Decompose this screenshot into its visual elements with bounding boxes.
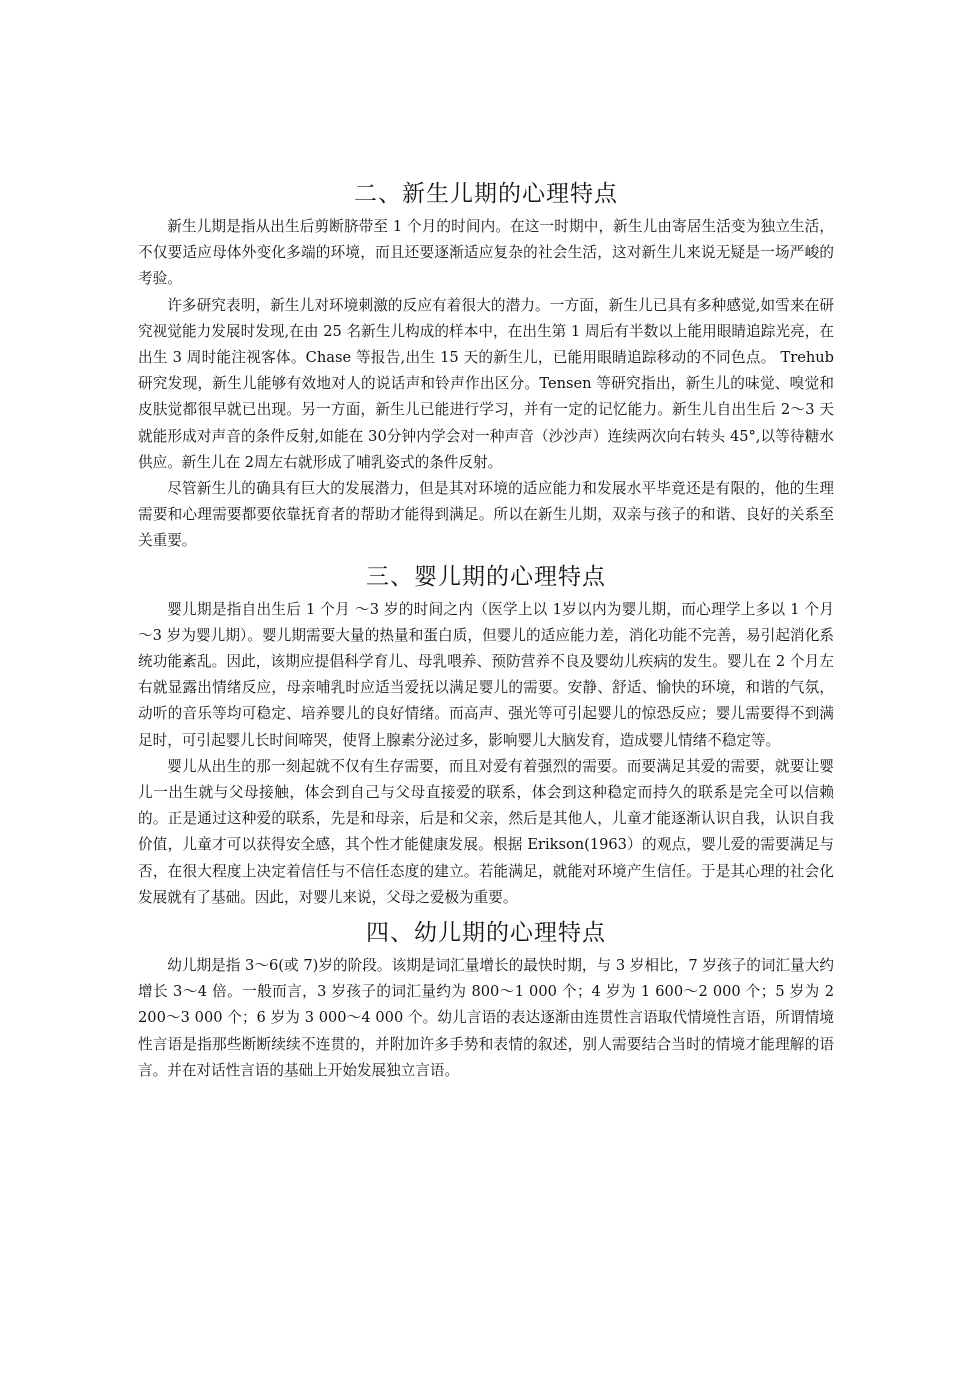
paragraph: 婴儿从出生的那一刻起就不仅有生存需要，而且对爱有着强烈的需要。而要满足其爱的需要，就要让婴儿一出生就与父母接触，体会到自己与父母直接爱的联系，体会到这种稳定而持久的联系是完全可以信赖的。正是通过这种爱的联系，先是和母亲，后是和父亲，然后是其他人，儿童才能逐渐认识自我，认识自我价值，儿童才可以获得安全感，其个性才能健康发展。根据 Erikson(1963）的观点，婴儿爱的需要满足与否，在很大程度上决定着信任与不信任态度的建立。若能满足，就能对环境产生信任。于是其心理的社会化发展就有了基础。因此，对婴儿来说，父母之爱极为重要。 xyxy=(138,757,834,906)
paragraph: 许多研究表明，新生儿对环境刺激的反应有着很大的潜力。一方面，新生儿已具有多种感觉,如雪来在研究视觉能力发展时发现,在由 25 名新生儿构成的样本中，在出生第 1 周后有半数以上能用眼睛追踪光亮，在出生 3 周时能注视客体。Chase 等报告,出生 15 天的新生儿，已能用眼睛追踪移动的不同色点。 Trehub 研究发现，新生儿能够有效地对人的说话声和铃声作出区分。Tensen 等研究指出，新生儿的味觉、嗅觉和皮肤觉都很早就已出现。另一方面，新生儿已能进行学习，并有一定的记忆能力。新生儿自出生后 2～3 天就能形成对声音的条件反射,如能在 30分钟内学会对一种声音（沙沙声）连续两次向右转头 45°,以等待糖水供应。新生儿在 2周左右就形成了哺乳姿式的条件反射。 xyxy=(138,296,834,471)
paragraph: 尽管新生儿的确具有巨大的发展潜力，但是其对环境的适应能力和发展水平毕竟还是有限的，他的生理需要和心理需要都要依靠抚育者的帮助才能得到满足。所以在新生儿期，双亲与孩子的和谐、良好的关系至关重要。 xyxy=(138,480,834,550)
section-title-toddler: 四、幼儿期的心理特点 xyxy=(366,920,606,947)
paragraph: 婴儿期是指自出生后 1 个月 ～3 岁的时间之内（医学上以 1岁以内为婴儿期，而心理学上多以 1 个月 ～3 岁为婴儿期）。婴儿期需要大量的热量和蛋白质，但婴儿的适应能力差，消化功能不完善，易引起消化系统功能紊乱。因此，该期应提倡科学育儿、母乳喂养、预防营养不良及婴幼儿疾病的发生。婴儿在 2 个月左右就显露出情绪反应，母亲哺乳时应适当爱抚以满足婴儿的需要。安静、舒适、愉快的环境，和谐的气氛，动听的音乐等均可稳定、培养婴儿的良好情绪。而高声、强光等可引起婴儿的惊恐反应；婴儿需要得不到满足时，可引起婴儿长时间啼哭，使肾上腺素分泌过多，影响婴儿大脑发育，造成婴儿情绪不稳定等。 xyxy=(138,600,834,749)
paragraph: 幼儿期是指 3～6(或 7)岁的阶段。该期是词汇量增长的最快时期，与 3 岁相比，7 岁孩子的词汇量大约增长 3～4 倍。一般而言，3 岁孩子的词汇量约为 800～1 000 个；4 岁为 1 600～2 000 个；5 岁为 2 200～3 000 个；6 岁为 3 000～4 000 个。幼儿言语的表达逐渐由连贯性言语取代情境性言语，所谓情境性言语是指那些断断续续不连贯的，并附加许多手势和表情的叙述，别人需要结合当时的情境才能理解的语言。并在对话性言语的基础上开始发展独立言语。 xyxy=(138,957,834,1079)
paragraph: 新生儿期是指从出生后剪断脐带至 1 个月的时间内。在这一时期中，新生儿由寄居生活变为独立生活，不仅要适应母体外变化多端的环境，而且还要逐渐适应复杂的社会生活，这对新生儿来说无疑是一场严峻的考验。 xyxy=(138,218,834,288)
section-title-newborn: 二、新生儿期的心理特点 xyxy=(354,181,618,207)
document-page xyxy=(138,176,834,1084)
section-title-infant: 三、婴儿期的心理特点 xyxy=(366,563,606,590)
